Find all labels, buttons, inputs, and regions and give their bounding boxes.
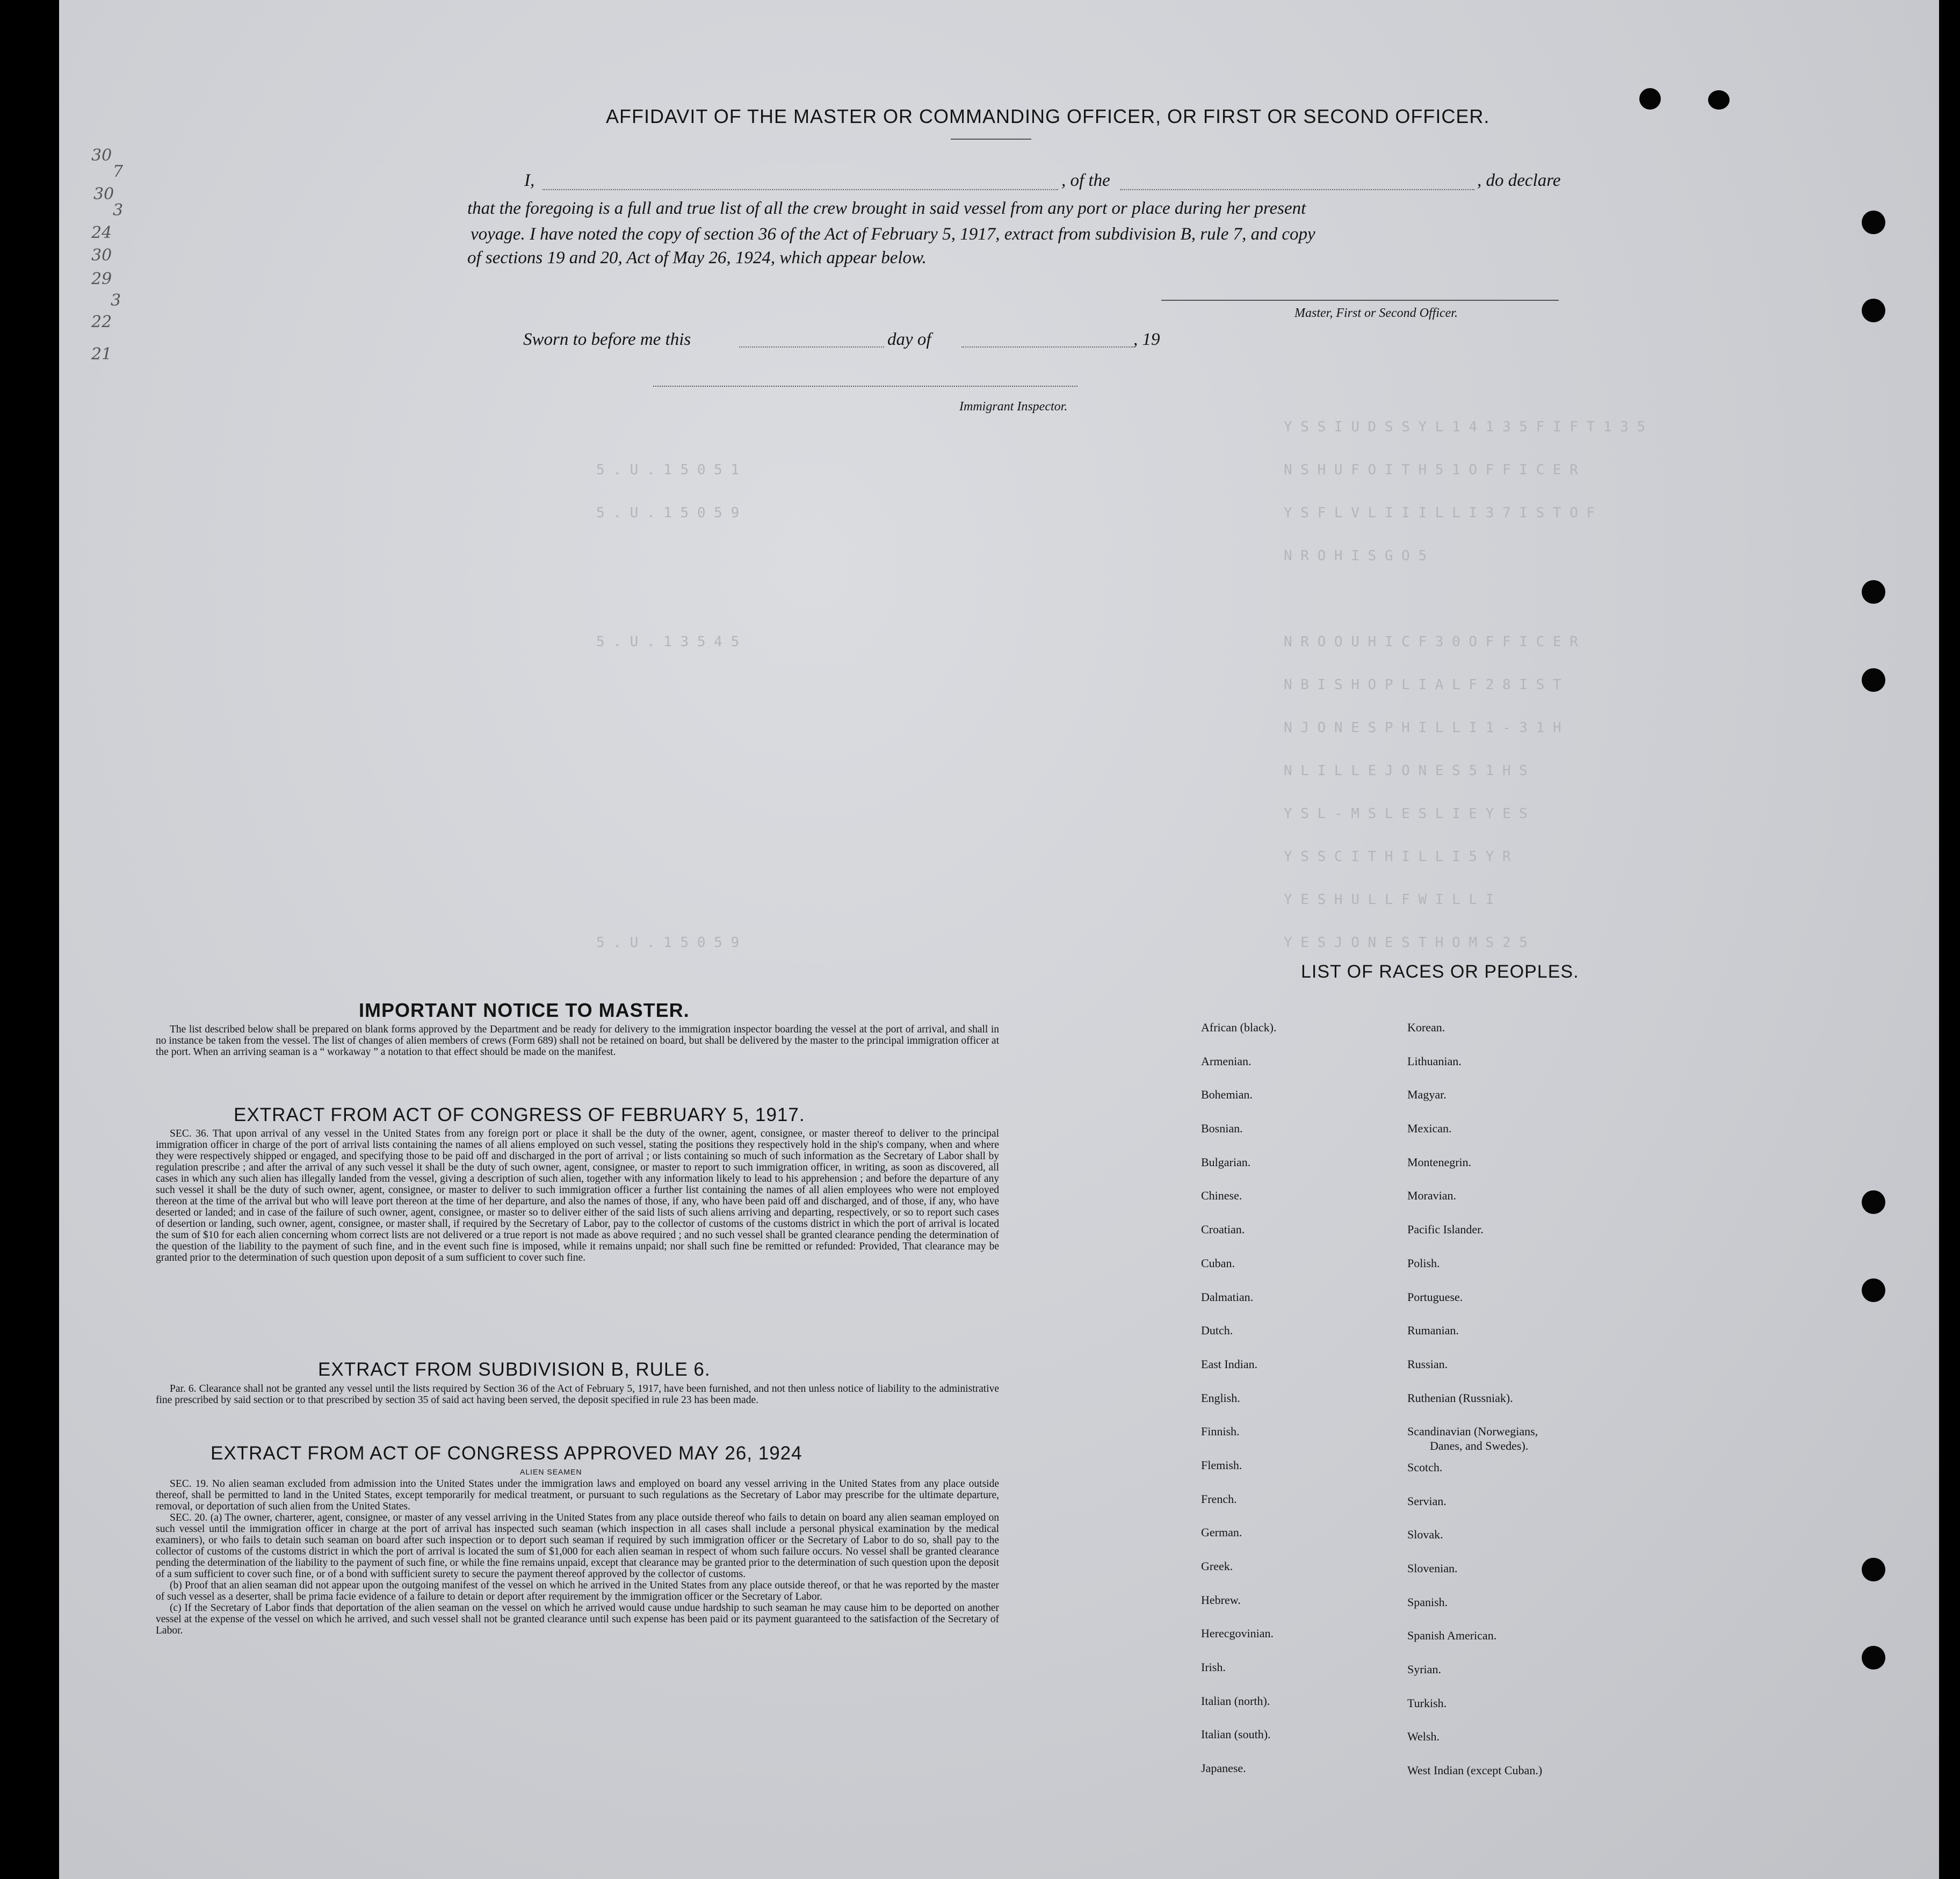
sec-20a: SEC. 20. (a) The owner, charterer, agent, consignee, or master of any vessel arriving in the United States from any place outside thereof who fails to detain on board any alien seaman employed on such vessel until the immigration officer in charge at the port of arrival has inspected such seaman (which inspection in all cases shall include a personal physical examination by the medical examiners), or who fails to detain such seaman on board after such inspection or to deport such seaman if required by such immigration officer or the Secretary of Labor to do so, shall pay to the collector of customs of the customs district in which the port of arrival is located the sum of $1,000 for each alien seaman in respect of whom such failure occurs. No vessel shall be granted clearance pending the determination of the liability to the payment of such fine, or while the fine remains unpaid, except that clearance may be granted prior to the determination of such question upon the deposit of a sum sufficient to cover such fine, or of a bond with sufficient surety to secure the payment thereof approved by the collector of customs. bbox=[156, 1512, 999, 1580]
day-of-label: day of bbox=[887, 330, 931, 349]
race-item: Slovenian. bbox=[1407, 1562, 1458, 1575]
race-item: Welsh. bbox=[1407, 1730, 1440, 1744]
race-item: French. bbox=[1201, 1492, 1237, 1506]
race-item: Moravian. bbox=[1407, 1189, 1457, 1203]
race-item: Korean. bbox=[1407, 1021, 1445, 1034]
sec-19: SEC. 19. No alien seaman excluded from admission into the United States under the immigration laws and employed on board any vessel arriving in the United States from any place outside thereof, shall be permitted to land in the United States, except temporarily for medical treatment, or pursuant to such regulations as the Secretary of Labor may prescribe for the ultimate departure, removal, or deportation of such alien from the United States. bbox=[156, 1478, 999, 1512]
bleed-through: Y S F L V L I I I L L I 3 7 I S T O F bbox=[1284, 505, 1595, 521]
race-item: Armenian. bbox=[1201, 1054, 1252, 1068]
race-item: East Indian. bbox=[1201, 1357, 1258, 1371]
race-item: Lithuanian. bbox=[1407, 1054, 1462, 1068]
extract-1924-text bbox=[156, 1478, 999, 1636]
race-item: Dalmatian. bbox=[1201, 1290, 1254, 1304]
signature-line[interactable] bbox=[1161, 300, 1559, 301]
bleed-through: 5 . U . 1 5 0 5 1 bbox=[596, 462, 740, 478]
bleed-through: 5 . U . 1 5 0 5 9 bbox=[596, 505, 740, 521]
race-item: African (black). bbox=[1201, 1021, 1277, 1034]
extract-1917-text: SEC. 36. That upon arrival of any vessel in the United States from any foreign port or place it shall be the duty of the owner, agent, consignee, or master thereof to deliver to the principal immigration officer in charge of the port of arrival lists containing the names of all aliens employed on such vessel, stating the positions they respectively hold in the ship's company, when and where they were respectively shipped or engaged, and specifying those to be paid off and discharged in the port of arrival ; or lists containing so much of such information as the Secretary of Labor shall by regulation prescribe ; and after the arrival of any such vessel it shall be the duty of such owner, agent, consignee, or master to report to such immigration officer, in writing, as soon as discovered, all cases in which any such alien has illegally landed from the vessel, giving a description of such alien, together with any information likely to lead to his apprehension ; and before the departure of any such vessel it shall be the duty of such owner, agent, consignee, or master to deliver to such immigration officer a further list containing the names of all alien employees who were not employed thereon at the time of the arrival but who will leave port thereon at the time of her departure, and also the names of those, if any, who have been paid off and discharged, and of those, if any, who have deserted or landed; and in case of the failure of such owner, agent, consignee, or master so to deliver either of the said lists of such aliens arriving and departing, respectively, or so to report such cases of desertion or landing, such owner, agent, consignee, or master shall, if required by the Secretary of Labor, pay to the collector of customs of the customs district in which the port of arrival is located the sum of $10 for each alien concerning whom correct lists are not delivered or a true report is not made as above required ; and no such vessel shall be granted clearance pending the determination of the question of the liability to the payment of such fine, and in the event such fine is imposed, while it remains unpaid; nor shall such fine be remitted or refunded: Provided, That clearance may be granted prior to the determination of such question upon deposit of a sum sufficient to cover such fine. bbox=[156, 1128, 999, 1263]
affidavit-line-2: voyage. I have noted the copy of section 36 of the Act of February 5, 1917, extract from subdivision B, rule 7, and copy bbox=[471, 225, 1315, 244]
extract-1917-title: EXTRACT FROM ACT OF CONGRESS OF FEBRUARY 5, 1917. bbox=[234, 1104, 805, 1125]
race-item: English. bbox=[1201, 1391, 1240, 1405]
races-left-column bbox=[1201, 1021, 1276, 1795]
pencil-note: 30 bbox=[93, 185, 114, 204]
binder-hole bbox=[1862, 1190, 1885, 1214]
day-blank[interactable] bbox=[739, 346, 884, 348]
race-item: Greek. bbox=[1201, 1559, 1233, 1573]
extract-1924-title: EXTRACT FROM ACT OF CONGRESS APPROVED MAY 26, 1924 bbox=[211, 1443, 802, 1464]
bleed-through: Y E S J O N E S T H O M S 2 5 bbox=[1284, 935, 1528, 951]
bleed-through: Y E S H U L L F W I L L I bbox=[1284, 892, 1494, 908]
pencil-note: 30 bbox=[91, 246, 112, 265]
ink-blot bbox=[1708, 90, 1730, 110]
officer-label: Master, First or Second Officer. bbox=[1294, 306, 1458, 320]
pencil-note: 3 bbox=[111, 291, 121, 310]
year-label: , 19 bbox=[1133, 330, 1160, 349]
race-item: Bohemian. bbox=[1201, 1088, 1253, 1102]
race-item: Finnish. bbox=[1201, 1425, 1240, 1439]
bleed-through: N B I S H O P L I A L F 2 8 I S T bbox=[1284, 677, 1561, 693]
race-item: Portuguese. bbox=[1407, 1290, 1463, 1304]
race-item: Scandinavian (Norwegians, bbox=[1407, 1425, 1538, 1439]
bleed-through: Y S L - M S L E S L I E Y E S bbox=[1284, 806, 1528, 822]
affidavit-of-the-label: , of the bbox=[1061, 171, 1110, 190]
bleed-through: N R O H I S G O 5 bbox=[1284, 548, 1427, 564]
bleed-through: N J O N E S P H I L L I 1 - 3 1 H bbox=[1284, 720, 1561, 736]
bleed-through: Y S S I U D S S Y L 1 4 1 3 5 F I F T 1 3 5 bbox=[1284, 419, 1646, 435]
race-item: Irish. bbox=[1201, 1660, 1226, 1674]
binder-hole bbox=[1862, 211, 1885, 234]
name-blank[interactable] bbox=[543, 189, 1058, 190]
binder-hole bbox=[1862, 1558, 1885, 1581]
race-item: Danes, and Swedes). bbox=[1430, 1439, 1529, 1452]
notice-text: The list described below shall be prepared on blank forms approved by the Department and be ready for delivery to the immigration inspector boarding the vessel at the port of arrival, and shall in no instance be taken from the vessel. The list of changes of alien members of crews (Form 689) shall not be retained on board, but shall be delivered by the master to the principal immigration officer at the port. When an arriving seaman is a “ workaway ” a notation to that effect should be made on the manifest. bbox=[156, 1024, 999, 1058]
affidavit-title: AFFIDAVIT OF THE MASTER OR COMMANDING OFFICER, OR FIRST OR SECOND OFFICER. bbox=[606, 105, 1490, 127]
sworn-label: Sworn to before me this bbox=[523, 330, 691, 349]
extract-rule6-title: EXTRACT FROM SUBDIVISION B, RULE 6. bbox=[318, 1359, 711, 1380]
bleed-through: 5 . U . 1 5 0 5 9 bbox=[596, 935, 740, 951]
binder-hole bbox=[1862, 299, 1885, 322]
pencil-note: 30 bbox=[91, 146, 112, 165]
race-item: Bulgarian. bbox=[1201, 1155, 1251, 1169]
race-item: Hebrew. bbox=[1201, 1593, 1241, 1607]
ink-blot bbox=[1639, 88, 1661, 110]
race-item: Herecgovinian. bbox=[1201, 1627, 1274, 1640]
race-item: Spanish American. bbox=[1407, 1629, 1497, 1643]
race-item: Chinese. bbox=[1201, 1189, 1242, 1203]
races-right-column bbox=[1407, 1021, 1542, 1797]
race-item: Mexican. bbox=[1407, 1122, 1452, 1136]
extract-1924-subtitle: ALIEN SEAMEN bbox=[520, 1468, 582, 1476]
binder-hole bbox=[1862, 580, 1885, 604]
race-item: German. bbox=[1201, 1526, 1242, 1540]
race-item: Ruthenian (Russniak). bbox=[1407, 1391, 1513, 1405]
binder-hole bbox=[1862, 1278, 1885, 1302]
affidavit-declare-label: , do declare bbox=[1477, 171, 1561, 190]
race-item: Syrian. bbox=[1407, 1663, 1441, 1676]
race-item: Croatian. bbox=[1201, 1223, 1245, 1237]
inspector-label: Immigrant Inspector. bbox=[959, 400, 1068, 414]
race-item: Polish. bbox=[1407, 1256, 1440, 1270]
race-item: Scotch. bbox=[1407, 1460, 1443, 1474]
bleed-through: N L I L L E J O N E S 5 1 H S bbox=[1284, 763, 1528, 779]
affidavit-i-label: I, bbox=[524, 171, 535, 190]
binder-hole bbox=[1862, 1646, 1885, 1670]
race-item: Turkish. bbox=[1407, 1696, 1447, 1710]
binder-hole bbox=[1862, 668, 1885, 692]
bleed-through: N S H U F O I T H 5 1 O F F I C E R bbox=[1284, 462, 1578, 478]
race-item: Spanish. bbox=[1407, 1595, 1448, 1609]
race-item: Rumanian. bbox=[1407, 1324, 1459, 1338]
pencil-note: 3 bbox=[113, 201, 124, 220]
sec-20b: (b) Proof that an alien seaman did not appear upon the outgoing manifest of the vessel on which he arrived in the United States from any place outside thereof, or that he was reported by the master of such vessel as a deserter, shall be prima facie evidence of a failure to detain or deport after requirement by the immigration officer or the Secretary of Labor. bbox=[156, 1580, 999, 1602]
sec-20c: (c) If the Secretary of Labor finds that deportation of the alien seaman on the vessel on which he arrived would cause undue hardship to such seaman he may cause him to be deported on another vessel at the expense of the vessel on which he arrived, and such vessel shall not be granted clearance until such expense has been paid or its payment guaranteed to the satisfaction of the Secretary of Labor. bbox=[156, 1602, 999, 1636]
pencil-note: 22 bbox=[91, 313, 112, 331]
document-page bbox=[59, 0, 1939, 1879]
affidavit-line-1: that the foregoing is a full and true list of all the crew brought in said vessel from any port or place during her present bbox=[467, 199, 1306, 218]
race-item: West Indian (except Cuban.) bbox=[1407, 1764, 1543, 1777]
race-item: Magyar. bbox=[1407, 1088, 1447, 1102]
race-item: Cuban. bbox=[1201, 1256, 1235, 1270]
race-item: Flemish. bbox=[1201, 1458, 1242, 1472]
race-item: Italian (north). bbox=[1201, 1694, 1270, 1708]
race-item: Russian. bbox=[1407, 1357, 1448, 1371]
bleed-through: N R O O U H I C F 3 0 O F F I C E R bbox=[1284, 634, 1578, 650]
race-item: Dutch. bbox=[1201, 1324, 1233, 1338]
title-underline bbox=[951, 139, 1031, 140]
pencil-note: 24 bbox=[91, 223, 112, 242]
notice-title: IMPORTANT NOTICE TO MASTER. bbox=[359, 999, 690, 1021]
bleed-through: Y S S C I T H I L L I 5 Y R bbox=[1284, 849, 1511, 865]
race-item: Bosnian. bbox=[1201, 1122, 1243, 1136]
race-item: Japanese. bbox=[1201, 1761, 1246, 1775]
month-blank[interactable] bbox=[961, 346, 1133, 348]
race-item: Slovak. bbox=[1407, 1528, 1443, 1542]
race-item: Pacific Islander. bbox=[1407, 1223, 1484, 1237]
race-item: Servian. bbox=[1407, 1494, 1447, 1508]
bleed-through: 5 . U . 1 3 5 4 5 bbox=[596, 634, 740, 650]
pencil-note: 29 bbox=[91, 270, 112, 288]
extract-rule6-text: Par. 6. Clearance shall not be granted any vessel until the lists required by Section 36 of the Act of February 5, 1917, have been furnished, and not then unless notice of liability to the administrative fine prescribed by said section or to that prescribed by section 35 of said act having been served, the deposit specified in rule 23 has been made. bbox=[156, 1383, 999, 1406]
inspector-line[interactable] bbox=[653, 386, 1077, 387]
race-item: Italian (south). bbox=[1201, 1728, 1271, 1741]
affidavit-line-3: of sections 19 and 20, Act of May 26, 1924, which appear below. bbox=[467, 248, 927, 268]
race-item: Montenegrin. bbox=[1407, 1155, 1472, 1169]
races-title: LIST OF RACES OR PEOPLES. bbox=[1301, 962, 1579, 982]
pencil-note: 7 bbox=[113, 162, 124, 181]
pencil-note: 21 bbox=[91, 345, 112, 364]
vessel-blank[interactable] bbox=[1120, 189, 1474, 190]
